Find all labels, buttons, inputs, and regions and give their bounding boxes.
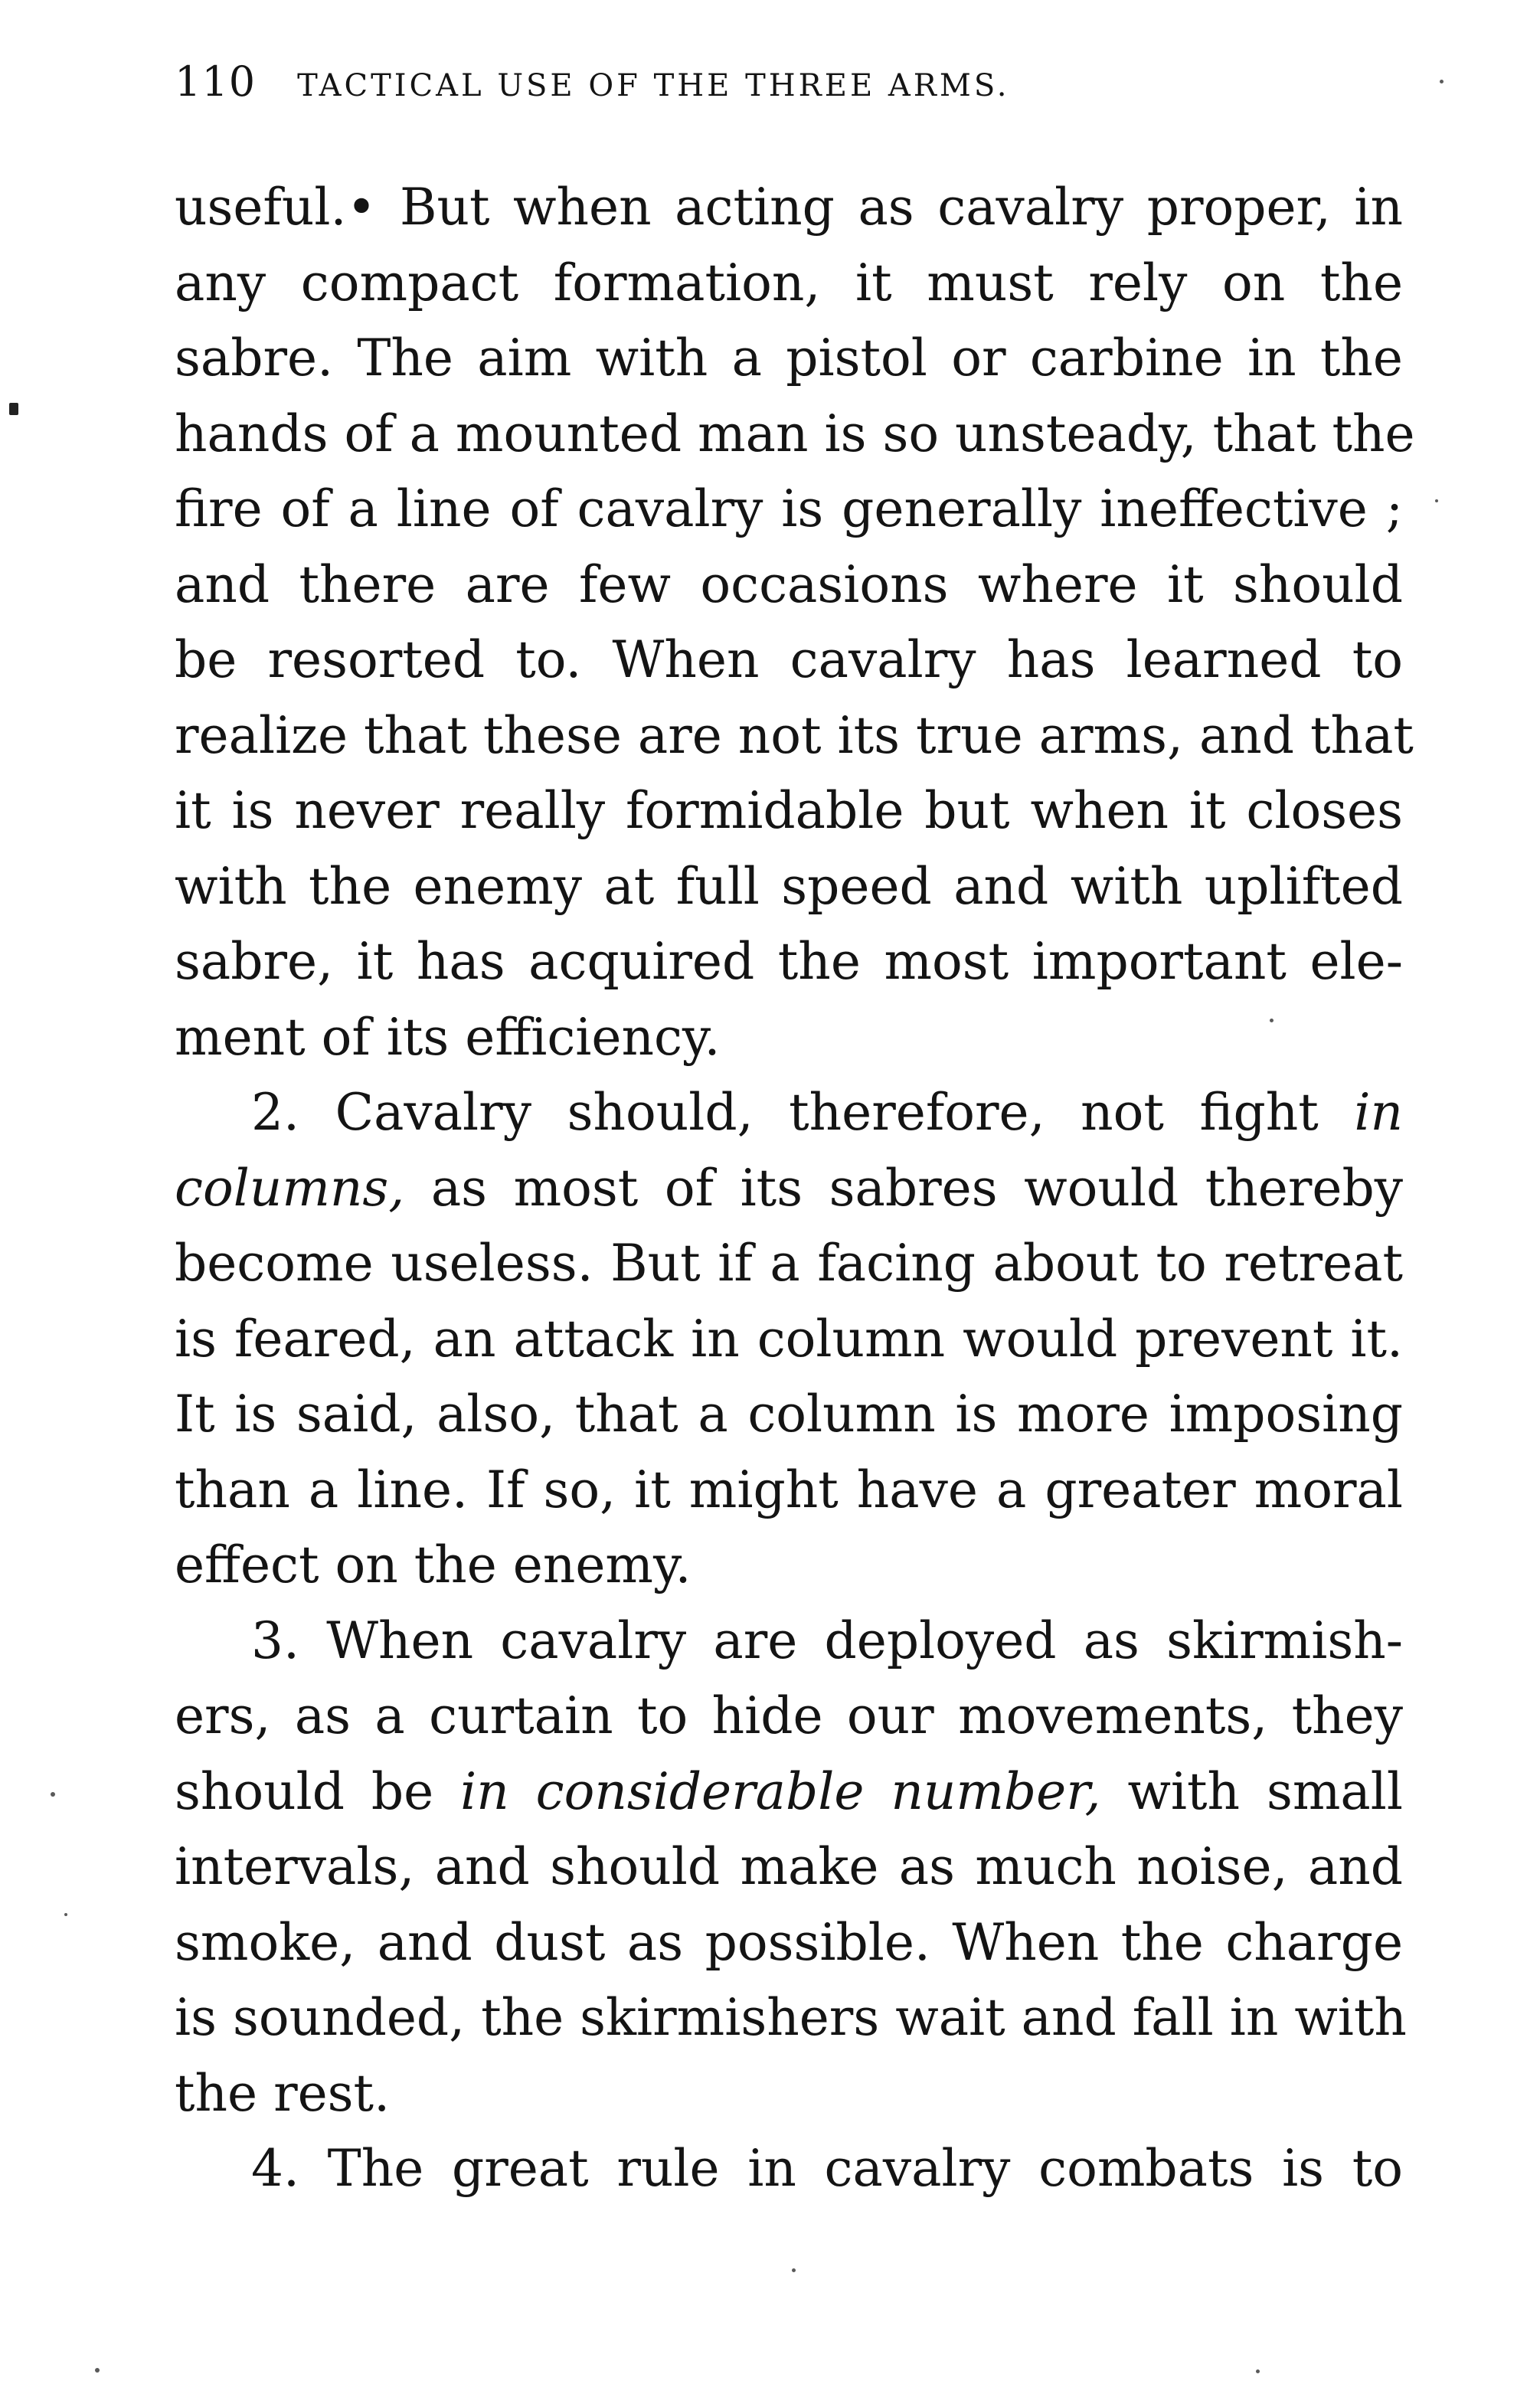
running-title: TACTICAL USE OF THE THREE ARMS.: [297, 68, 1010, 103]
text-line: smoke, and dust as possible. When the charge: [175, 1912, 1403, 1972]
paragraph-4-first-line: [175, 2131, 1403, 2207]
text-line: become useless. But if a facing about to retreat: [175, 1234, 1403, 1293]
text-line: realize that these are not its true arms, and that: [175, 705, 1414, 765]
paragraph-3-first-line: [175, 1604, 1403, 1679]
text-span: should be: [175, 1761, 434, 1821]
italic-text: in considerable number,: [460, 1761, 1101, 1821]
scan-speck: [1440, 80, 1444, 83]
scan-speck: [64, 1913, 67, 1916]
scan-speck: [1435, 499, 1438, 502]
text-line: is sounded, the skirmishers wait and fall in with: [175, 1988, 1407, 2047]
paragraph-2-first-line: [175, 1075, 1403, 1151]
scan-speck: [792, 2268, 796, 2272]
text-line: with the enemy at full speed and with uplifted: [175, 856, 1403, 916]
paragraph-number: 4.: [251, 2139, 299, 2198]
text-span: as most of its sabres would thereby: [430, 1158, 1403, 1218]
text-line: effect on the enemy.: [175, 1535, 692, 1594]
scan-speck: [1270, 1019, 1274, 1022]
text-line: sabre. The aim with a pistol or carbine in the: [175, 329, 1403, 388]
text-line: It is said, also, that a column is more imposing: [175, 1385, 1403, 1444]
text-line: it is never really formidable but when it closes: [175, 781, 1403, 840]
text-line: sabre, it has acquired the most important ele-: [175, 932, 1403, 991]
text-line: be resorted to. When cavalry has learned to: [175, 630, 1403, 689]
text-line: ers, as a curtain to hide our movements, they: [175, 1686, 1403, 1745]
text-line: [175, 1151, 1403, 1227]
text-line: the rest.: [175, 2063, 391, 2123]
text-line: ment of its efficiency.: [175, 1007, 721, 1067]
text-line: and there are few occasions where it should: [175, 554, 1403, 614]
text-line: useful.• But when acting as cavalry proper, in: [175, 178, 1403, 237]
text-line: intervals, and should make as much noise, and: [175, 1837, 1403, 1896]
scan-speck: [1256, 2369, 1260, 2373]
scan-speck: [51, 1792, 55, 1797]
text-line: than a line. If so, it might have a greater moral: [175, 1460, 1403, 1519]
paragraph-number: 2.: [251, 1083, 299, 1142]
text-span: When cavalry are deployed as skirmish-: [326, 1611, 1404, 1670]
italic-text: in: [1354, 1083, 1404, 1142]
text-line: [175, 1755, 1403, 1830]
text-line: any compact formation, it must rely on the: [175, 253, 1403, 312]
text-line: hands of a mounted man is so unsteady, that the: [175, 404, 1415, 463]
page-header: [175, 55, 1423, 109]
text-span: The great rule in cavalry combats is to: [327, 2139, 1403, 2198]
italic-text: columns,: [175, 1158, 405, 1218]
scan-speck: [9, 403, 18, 415]
text-span: with small: [1127, 1761, 1403, 1821]
text-line: is feared, an attack in column would prevent it.: [175, 1309, 1403, 1369]
text-span: Cavalry should, therefore, not fight: [335, 1083, 1319, 1142]
page-number: 110: [175, 57, 257, 106]
body-text: [175, 170, 1415, 2207]
scan-speck: [95, 2368, 100, 2373]
paragraph-number: 3.: [251, 1611, 299, 1670]
text-line: fire of a line of cavalry is generally ineffective ;: [175, 479, 1403, 538]
